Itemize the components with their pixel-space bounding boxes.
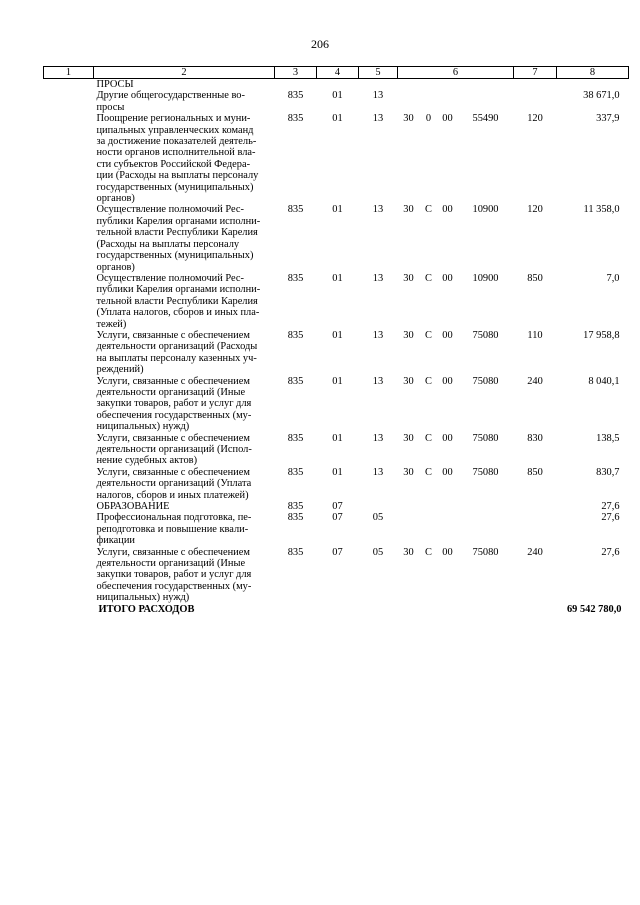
row-description <box>94 330 275 376</box>
cell-event-code <box>438 330 458 376</box>
text-line: 30 <box>403 113 414 125</box>
cell-direction-code <box>458 273 514 330</box>
cell-expense-type <box>514 330 557 376</box>
cell-expense-type <box>514 376 557 433</box>
text-line: 00 <box>442 113 453 125</box>
column-header: 2 <box>94 67 275 79</box>
text-line: 00 <box>442 329 453 341</box>
cell-section-code <box>317 512 359 546</box>
cell-subsection-code <box>359 204 398 272</box>
text-line: 75080 <box>472 375 499 387</box>
text-line: 120 <box>527 113 543 125</box>
text-line: закупки товаров, работ и услуг для <box>96 569 252 581</box>
text-line: Услуги, связанные с обеспечением <box>96 466 250 478</box>
text-line: на выплаты персоналу казенных уч- <box>96 352 257 364</box>
text-line: 240 <box>527 375 543 387</box>
cell-program-code <box>398 204 420 272</box>
text-line: 835 <box>287 204 304 216</box>
table-row <box>44 512 629 546</box>
text-line: 835 <box>287 375 304 387</box>
blank-cell <box>44 90 94 113</box>
text-line: 10900 <box>472 272 499 284</box>
cell-expense-type <box>514 79 557 91</box>
text-line: 830 <box>527 432 543 444</box>
row-description <box>94 433 275 467</box>
text-line: Другие общегосударственные во- <box>96 90 245 102</box>
table-row <box>44 433 629 467</box>
text-line: реподготовка и повышение квали- <box>96 523 249 535</box>
cell-program-code <box>398 512 420 546</box>
text-line: 13 <box>372 432 384 444</box>
text-line: Услуги, связанные с обеспечением <box>96 329 250 341</box>
cell-ministry-code <box>275 501 317 512</box>
row-description <box>94 79 275 91</box>
cell-subsection-code <box>359 330 398 376</box>
text-line: 835 <box>287 329 304 341</box>
text-line: 13 <box>372 204 384 216</box>
cell-expense-type <box>514 433 557 467</box>
text-line: 38 671,0 <box>583 90 620 102</box>
text-line: 13 <box>372 466 384 478</box>
row-description <box>94 512 275 546</box>
text-line: за достижение показателей деятель- <box>96 136 257 148</box>
cell-subsection-code <box>359 273 398 330</box>
cell-subsection-code <box>359 467 398 501</box>
cell-section-code <box>317 547 359 604</box>
text-line: обеспечения государственных (му- <box>96 580 252 592</box>
cell-subsection-code <box>359 113 398 204</box>
cell-amount <box>557 501 629 512</box>
blank-cell <box>44 512 94 546</box>
blank-cell <box>44 330 94 376</box>
column-header: 4 <box>317 67 359 79</box>
cell-ministry-code <box>275 512 317 546</box>
text-line: (Уплата налогов, сборов и иных пла- <box>96 307 260 319</box>
cell-subprogram-code <box>420 512 438 546</box>
cell-section-code <box>317 467 359 501</box>
row-description <box>94 204 275 272</box>
cell-expense-type <box>514 90 557 113</box>
cell-ministry-code <box>275 330 317 376</box>
text-line: 138,5 <box>596 432 620 444</box>
cell-subsection-code <box>359 501 398 512</box>
text-line: ципальных управленческих команд <box>96 124 254 136</box>
text-line: 835 <box>287 466 304 478</box>
text-line: обеспечения государственных (му- <box>96 409 252 421</box>
row-description <box>94 273 275 330</box>
text-line: 07 <box>332 512 343 524</box>
table-row <box>44 273 629 330</box>
text-line: 835 <box>287 501 304 513</box>
cell-event-code <box>438 467 458 501</box>
text-line: 27,6 <box>601 546 620 558</box>
text-line: 05 <box>372 512 384 524</box>
text-line: Услуги, связанные с обеспечением <box>96 375 250 387</box>
cell-ministry-code <box>275 90 317 113</box>
cell-expense-type <box>514 547 557 604</box>
cell-subprogram-code <box>420 204 438 272</box>
text-line: ОБРАЗОВАНИЕ <box>96 501 170 513</box>
cell-event-code <box>438 433 458 467</box>
cell-event-code <box>438 501 458 512</box>
cell-subsection-code <box>359 90 398 113</box>
table-row <box>44 204 629 272</box>
text-line: Осуществление полномочий Рес- <box>96 272 244 284</box>
cell-amount <box>557 330 629 376</box>
cell-program-code <box>398 547 420 604</box>
text-line: 835 <box>287 90 304 102</box>
text-line: тежей) <box>96 318 127 330</box>
cell-subprogram-code <box>420 547 438 604</box>
text-line: Услуги, связанные с обеспечением <box>96 546 250 558</box>
cell-section-code <box>317 376 359 433</box>
text-line: просы <box>96 101 125 113</box>
blank-cell <box>44 467 94 501</box>
text-line: государственных (муниципальных) <box>96 181 254 193</box>
text-line: 01 <box>332 272 343 284</box>
cell-subprogram-code <box>420 376 438 433</box>
expenditure-table <box>43 66 629 615</box>
cell-expense-type <box>514 273 557 330</box>
cell-direction-code <box>458 433 514 467</box>
cell-ministry-code <box>275 467 317 501</box>
column-header: 5 <box>359 67 398 79</box>
text-line: 75080 <box>472 546 499 558</box>
cell-subsection-code <box>359 547 398 604</box>
cell-subprogram-code <box>420 501 438 512</box>
text-line: 30 <box>403 329 414 341</box>
text-line: 110 <box>527 329 543 341</box>
column-header: 6 <box>398 67 514 79</box>
text-line: 30 <box>403 466 414 478</box>
cell-amount <box>557 512 629 546</box>
cell-program-code <box>398 113 420 204</box>
blank-cell <box>44 204 94 272</box>
text-line: ции (Расходы на выплаты персоналу <box>96 170 259 182</box>
text-line: органов) <box>96 193 135 205</box>
table-row <box>44 79 629 91</box>
column-header: 1 <box>44 67 94 79</box>
text-line: 0 <box>425 113 432 125</box>
cell-program-code <box>398 273 420 330</box>
cell-event-code <box>438 204 458 272</box>
text-line: 07 <box>332 501 343 513</box>
cell-event-code <box>438 547 458 604</box>
cell-subprogram-code <box>420 90 438 113</box>
cell-program-code <box>398 433 420 467</box>
cell-section-code <box>317 501 359 512</box>
cell-amount <box>557 467 629 501</box>
cell-section-code <box>317 90 359 113</box>
cell-amount <box>557 79 629 91</box>
text-line: тельной власти Республики Карелия <box>96 227 258 239</box>
blank-cell <box>44 547 94 604</box>
text-line: 17 958,8 <box>583 329 620 341</box>
cell-expense-type <box>514 113 557 204</box>
text-line: 13 <box>372 90 384 102</box>
text-line: 01 <box>332 375 343 387</box>
cell-direction-code <box>458 512 514 546</box>
text-line: 13 <box>372 375 384 387</box>
cell-event-code <box>438 113 458 204</box>
text-line: деятельности организаций (Иные <box>96 558 246 570</box>
text-line: 05 <box>372 546 384 558</box>
text-line: С <box>425 466 432 478</box>
table-row <box>44 467 629 501</box>
text-line: 30 <box>403 432 414 444</box>
cell-ministry-code <box>275 547 317 604</box>
cell-direction-code <box>458 501 514 512</box>
cell-direction-code <box>458 467 514 501</box>
text-line: 01 <box>332 90 343 102</box>
text-line: деятельности организаций (Расходы <box>96 341 258 353</box>
text-line: 10900 <box>472 204 499 216</box>
blank-cell <box>44 501 94 512</box>
text-line: 00 <box>442 272 453 284</box>
cell-direction-code <box>458 376 514 433</box>
text-line: 55490 <box>472 113 499 125</box>
text-line: 835 <box>287 432 304 444</box>
text-line: 07 <box>332 546 343 558</box>
cell-subsection-code <box>359 512 398 546</box>
cell-program-code <box>398 501 420 512</box>
cell-amount <box>557 204 629 272</box>
text-line: 337,9 <box>596 113 620 125</box>
text-line: Услуги, связанные с обеспечением <box>96 432 250 444</box>
table-row <box>44 113 629 204</box>
text-line: Профессиональная подготовка, пе- <box>96 512 252 524</box>
cell-direction-code <box>458 90 514 113</box>
text-line: 13 <box>372 329 384 341</box>
text-line: 30 <box>403 546 414 558</box>
text-line: ниципальных) нужд) <box>96 421 190 433</box>
text-line: реждений) <box>96 364 144 376</box>
text-line: 120 <box>527 204 543 216</box>
row-description <box>94 376 275 433</box>
text-line: 01 <box>332 432 343 444</box>
table-row <box>44 90 629 113</box>
cell-subprogram-code <box>420 467 438 501</box>
text-line: 00 <box>442 432 453 444</box>
text-line: фикации <box>96 535 135 547</box>
cell-ministry-code <box>275 376 317 433</box>
text-line: 7,0 <box>606 272 620 284</box>
cell-ministry-code <box>275 204 317 272</box>
cell-expense-type <box>514 501 557 512</box>
text-line: 27,6 <box>601 501 620 513</box>
text-line: 27,6 <box>601 512 620 524</box>
cell-amount <box>557 273 629 330</box>
cell-section-code <box>317 79 359 91</box>
cell-event-code <box>438 273 458 330</box>
text-line: 30 <box>403 204 414 216</box>
text-line: публики Карелия органами исполни- <box>96 215 261 227</box>
cell-subprogram-code <box>420 273 438 330</box>
text-line: 835 <box>287 546 304 558</box>
text-line: Осуществление полномочий Рес- <box>96 204 244 216</box>
text-line: 11 358,0 <box>583 204 620 216</box>
blank-cell <box>44 273 94 330</box>
text-line: публики Карелия органами исполни- <box>96 284 261 296</box>
cell-program-code <box>398 79 420 91</box>
text-line: С <box>425 432 432 444</box>
cell-ministry-code <box>275 79 317 91</box>
text-line: 830,7 <box>596 466 620 478</box>
blank-cell <box>44 79 94 91</box>
cell-amount <box>557 547 629 604</box>
text-line: 00 <box>442 204 453 216</box>
table-row <box>44 330 629 376</box>
cell-program-code <box>398 90 420 113</box>
text-line: 01 <box>332 113 343 125</box>
cell-event-code <box>438 90 458 113</box>
text-line: сти субъектов Российской Федера- <box>96 158 251 170</box>
text-line: (Расходы на выплаты персоналу <box>96 238 240 250</box>
text-line: тельной власти Республики Карелия <box>96 295 258 307</box>
cell-direction-code <box>458 330 514 376</box>
text-line: 835 <box>287 512 304 524</box>
table-row <box>44 376 629 433</box>
cell-section-code <box>317 204 359 272</box>
column-header: 8 <box>557 67 629 79</box>
text-line: 75080 <box>472 432 499 444</box>
cell-event-code <box>438 376 458 433</box>
text-line: ности органов исполнительной вла- <box>96 147 256 159</box>
cell-expense-type <box>514 204 557 272</box>
text-line: нение судебных актов) <box>96 455 198 467</box>
text-line: налогов, сборов и иных платежей) <box>96 489 249 501</box>
cell-program-code <box>398 376 420 433</box>
text-line: 75080 <box>472 466 499 478</box>
column-header: 3 <box>275 67 317 79</box>
table-header <box>44 67 629 79</box>
cell-direction-code <box>458 547 514 604</box>
blank-cell <box>44 433 94 467</box>
cell-section-code <box>317 433 359 467</box>
text-line: 01 <box>332 329 343 341</box>
cell-event-code <box>438 512 458 546</box>
text-line: 75080 <box>472 329 499 341</box>
cell-subsection-code <box>359 79 398 91</box>
text-line: 13 <box>372 113 384 125</box>
cell-event-code <box>438 79 458 91</box>
cell-direction-code <box>458 113 514 204</box>
cell-section-code <box>317 113 359 204</box>
text-line: деятельности организаций (Иные <box>96 386 246 398</box>
text-line: 00 <box>442 375 453 387</box>
cell-subprogram-code <box>420 433 438 467</box>
cell-subsection-code <box>359 376 398 433</box>
cell-program-code <box>398 330 420 376</box>
row-description <box>94 501 275 512</box>
cell-expense-type <box>514 512 557 546</box>
text-line: 835 <box>287 113 304 125</box>
column-header: 7 <box>514 67 557 79</box>
text-line: государственных (муниципальных) <box>96 250 254 262</box>
table-body <box>44 79 629 616</box>
page-number: 206 <box>311 37 329 51</box>
blank-cell <box>44 113 94 204</box>
text-line: ПРОСЫ <box>96 79 134 90</box>
cell-direction-code <box>458 79 514 91</box>
cell-subprogram-code <box>420 113 438 204</box>
cell-amount <box>557 376 629 433</box>
cell-subsection-code <box>359 433 398 467</box>
row-description <box>94 90 275 113</box>
text-line: деятельности организаций (Испол- <box>96 444 252 455</box>
text-line: Поощрение региональных и муни- <box>96 113 251 125</box>
cell-subprogram-code <box>420 79 438 91</box>
text-line: 850 <box>527 466 543 478</box>
total-row <box>44 604 629 615</box>
text-line: ниципальных) нужд) <box>96 592 190 604</box>
cell-ministry-code <box>275 273 317 330</box>
table-row <box>44 547 629 604</box>
text-line: 240 <box>527 546 543 558</box>
cell-subprogram-code <box>420 330 438 376</box>
table-row <box>44 501 629 512</box>
text-line: 01 <box>332 204 343 216</box>
row-description <box>94 467 275 501</box>
text-line: С <box>425 546 432 558</box>
text-line: закупки товаров, работ и услуг для <box>96 398 252 410</box>
cell-ministry-code <box>275 113 317 204</box>
total-label: ИТОГО РАСХОДОВ <box>98 603 195 615</box>
text-line: С <box>425 204 432 216</box>
text-line: С <box>425 329 432 341</box>
cell-amount <box>557 90 629 113</box>
row-description <box>94 113 275 204</box>
text-line: С <box>425 272 432 284</box>
cell-direction-code <box>458 204 514 272</box>
cell-amount <box>557 433 629 467</box>
text-line: органов) <box>96 261 135 273</box>
text-line: деятельности организаций (Уплата <box>96 478 252 490</box>
text-line: 8 040,1 <box>588 375 620 387</box>
cell-ministry-code <box>275 433 317 467</box>
text-line: С <box>425 375 432 387</box>
text-line: 00 <box>442 546 453 558</box>
text-line: 850 <box>527 272 543 284</box>
row-description <box>94 547 275 604</box>
cell-program-code <box>398 467 420 501</box>
total-value: 69 542 780,0 <box>566 603 622 615</box>
cell-section-code <box>317 273 359 330</box>
text-line: 835 <box>287 272 304 284</box>
cell-section-code <box>317 330 359 376</box>
text-line: 30 <box>403 375 414 387</box>
cell-expense-type <box>514 467 557 501</box>
text-line: 13 <box>372 272 384 284</box>
cell-amount <box>557 113 629 204</box>
text-line: 00 <box>442 466 453 478</box>
text-line: 01 <box>332 466 343 478</box>
text-line: 30 <box>403 272 414 284</box>
blank-cell <box>44 376 94 433</box>
